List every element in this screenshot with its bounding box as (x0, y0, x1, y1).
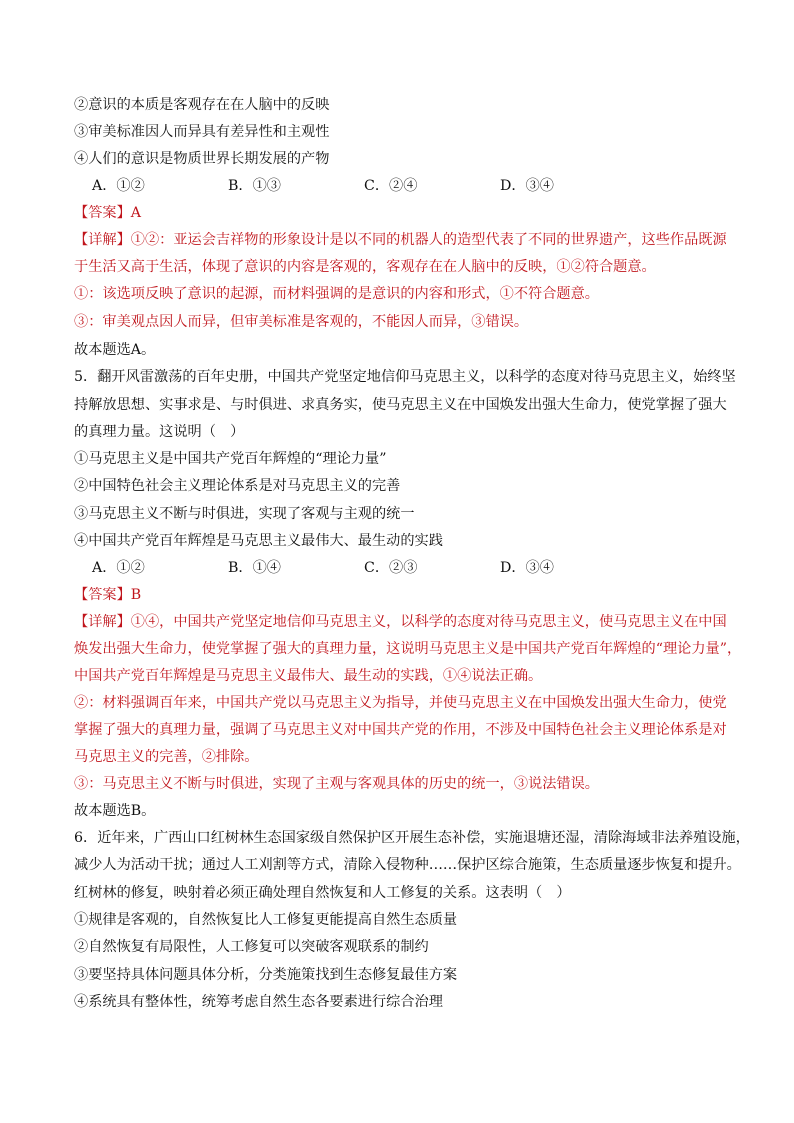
q5-choice-c: C．②③ (364, 560, 418, 576)
q4-choice-b: B．①③ (228, 178, 281, 194)
answer-tag: 【答案】 (74, 205, 131, 221)
q4-choice-d: D．③④ (500, 178, 554, 194)
q5-detail-line-1: 【详解】①④，中国共产党坚定地信仰马克思主义，以科学的态度对待马克思主义，使马克思主义在中国 (74, 614, 727, 630)
q6-stem-line-2: 减少人为活动干扰；通过人工刈割等方式，清除入侵物种……保护区综合施策，生态质量逐步恢复和提升。 (74, 857, 741, 873)
q5-choices (92, 559, 554, 577)
q5-detail-line-3: 中国共产党百年辉煌是马克思主义最伟大、最生动的实践，①④说法正确。 (74, 668, 543, 684)
q5-stem-line-3: 的真理力量。这说明（ ） (74, 424, 245, 440)
q5-conclusion: 故本题选B。 (74, 803, 156, 819)
q6-option-1: ①规律是客观的，自然恢复比人工修复更能提高自然生态质量 (74, 912, 458, 928)
q5-stem-line-2: 持解放思想、实事求是、与时俱进、求真务实，使马克思主义在中国焕发出强大生命力，使党掌握了强大 (74, 397, 727, 413)
q6-option-4: ④系统具有整体性，统筹考虑自然生态各要素进行综合治理 (74, 994, 443, 1010)
q4-option-2: ②意识的本质是客观存在在人脑中的反映 (74, 97, 330, 113)
q5-detail-line-7: ③：马克思主义不断与时俱进，实现了主观与客观具体的历史的统一，③说法错误。 (74, 776, 599, 792)
q5-option-1: ①马克思主义是中国共产党百年辉煌的“理论力量” (74, 451, 387, 467)
q4-detail-line-3: ①：该选项反映了意识的起源，而材料强调的是意识的内容和形式，①不符合题意。 (74, 286, 599, 302)
q4-answer (74, 204, 141, 222)
q6-option-2: ②自然恢复有局限性，人工修复可以突破客观联系的制约 (74, 939, 429, 955)
q4-option-4: ④人们的意识是物质世界长期发展的产物 (74, 151, 330, 167)
q5-choice-d: D．③④ (500, 560, 554, 576)
q6-option-3: ③要坚持具体问题具体分析，分类施策找到生态修复最佳方案 (74, 967, 458, 983)
q5-choice-b: B．①④ (228, 560, 281, 576)
detail-tag: 【详解】 (74, 232, 131, 248)
q4-choice-a: A．①② (92, 178, 145, 194)
q4-choice-c: C．②④ (364, 178, 418, 194)
q4-detail-line-1: 【详解】①②：亚运会吉祥物的形象设计是以不同的机器人的造型代表了不同的世界遗产，这些作品既源 (74, 232, 727, 248)
q4-choices (92, 177, 554, 195)
q5-detail-line-4: ②：材料强调百年来，中国共产党以马克思主义为指导，并使马克思主义在中国焕发出强大生命力，使党 (74, 695, 727, 711)
q5-answer (74, 586, 141, 604)
q5-option-2: ②中国特色社会主义理论体系是对马克思主义的完善 (74, 478, 401, 494)
q4-option-3: ③审美标准因人而异具有差异性和主观性 (74, 124, 330, 140)
answer-value: B (130, 587, 142, 603)
answer-tag: 【答案】 (74, 587, 131, 603)
answer-value: A (130, 205, 142, 221)
q6-stem-line-1: 6．近年来，广西山口红树林生态国家级自然保护区开展生态补偿，实施退塘还湿，清除海域非法养殖设施， (74, 830, 750, 846)
q5-detail-line-6: 马克思主义的完善，②排除。 (74, 749, 259, 765)
q5-detail-line-5: 掌握了强大的真理力量，强调了马克思主义对中国共产党的作用，不涉及中国特色社会主义理论体系是对 (74, 722, 727, 738)
q5-detail-line-2: 焕发出强大生命力，使党掌握了强大的真理力量，这说明马克思主义是中国共产党百年辉煌的“理论力量”， (74, 641, 742, 657)
q6-stem-line-3: 红树林的修复，映射着必须正确处理自然恢复和人工修复的关系。这表明（ ） (74, 885, 571, 901)
q5-choice-a: A．①② (92, 560, 145, 576)
detail-tag: 【详解】 (74, 614, 131, 630)
q4-conclusion: 故本题选A。 (74, 342, 156, 358)
q4-detail-line-2: 于生活又高于生活，体现了意识的内容是客观的，客观存在在人脑中的反映，①②符合题意。 (74, 259, 656, 275)
q5-stem-line-1: 5．翻开风雷激荡的百年史册，中国共产党坚定地信仰马克思主义，以科学的态度对待马克思主义，始终坚 (74, 369, 736, 385)
q5-option-3: ③马克思主义不断与时俱进，实现了客观与主观的统一 (74, 506, 415, 522)
q5-option-4: ④中国共产党百年辉煌是马克思主义最伟大、最生动的实践 (74, 533, 443, 549)
q4-detail-line-4: ③：审美观点因人而异，但审美标准是客观的，不能因人而异，③错误。 (74, 314, 529, 330)
